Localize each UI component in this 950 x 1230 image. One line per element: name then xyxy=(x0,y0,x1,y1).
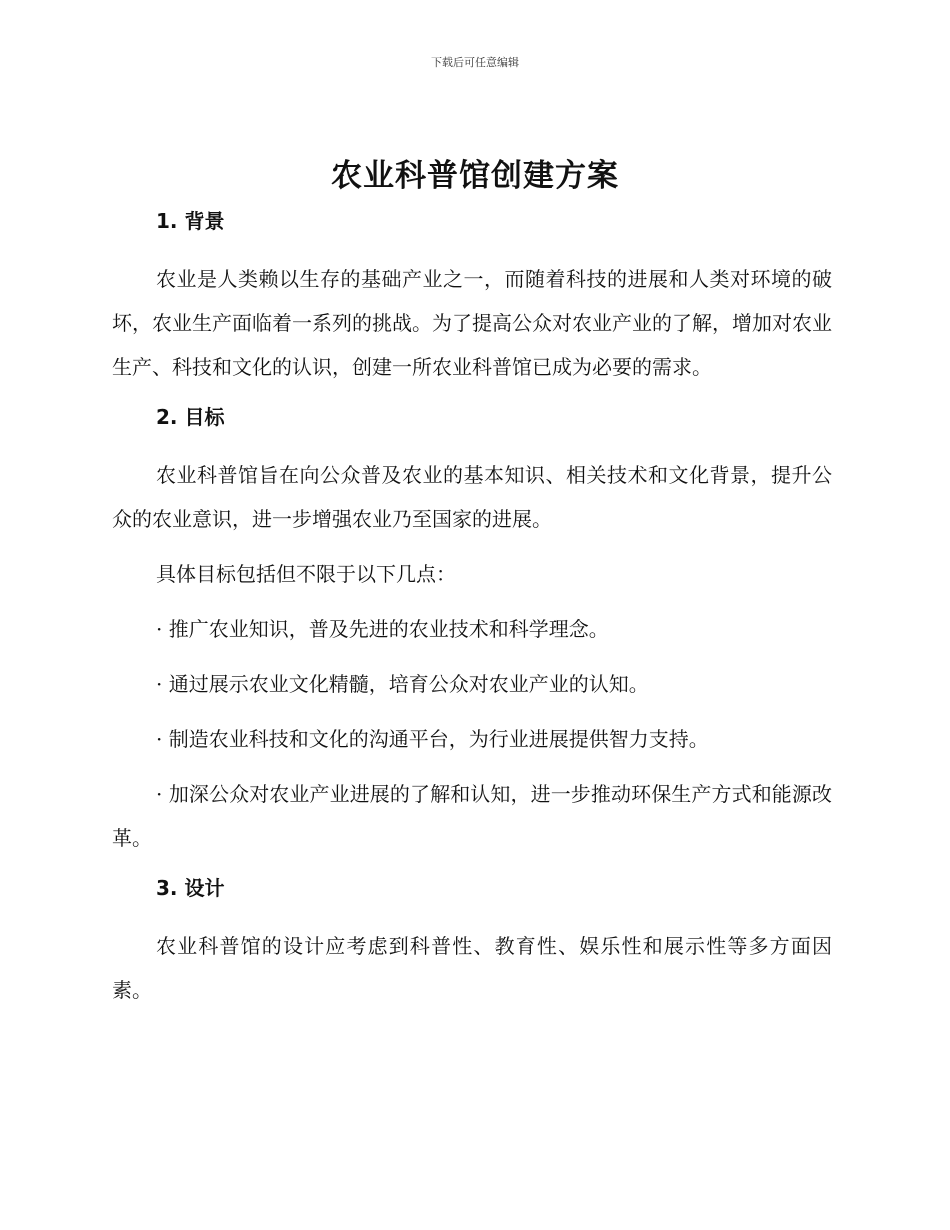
paragraph: 具体目标包括但不限于以下几点： xyxy=(156,562,456,586)
section-goals xyxy=(112,401,832,860)
bullet-item: · 加深公众对农业产业进展的了解和认知，进一步推动环保生产方式和能源改革。 xyxy=(112,782,832,850)
page-header-note: 下载后可任意编辑 xyxy=(431,56,519,69)
document-body xyxy=(112,205,832,1012)
bullet-item: · 通过展示农业文化精髓，培育公众对农业产业的认知。 xyxy=(156,672,649,696)
section-heading: 2. 目标 xyxy=(156,405,225,429)
paragraph: 农业科普馆的设计应考虑到科普性、教育性、娱乐性和展示性等多方面因素。 xyxy=(112,934,832,1002)
bullet-item: · 推广农业知识，普及先进的农业技术和科学理念。 xyxy=(156,617,609,641)
paragraph: 农业是人类赖以生存的基础产业之一，而随着科技的进展和人类对环境的破坏，农业生产面临着一系列的挑战。为了提高公众对农业产业的了解，增加对农业生产、科技和文化的认识，创建一所农业科普馆已成为必要的需求。 xyxy=(112,267,832,379)
section-background xyxy=(112,205,832,389)
section-heading: 3. 设计 xyxy=(156,876,225,900)
document-title: 农业科普馆创建方案 xyxy=(331,158,619,194)
paragraph: 农业科普馆旨在向公众普及农业的基本知识、相关技术和文化背景，提升公众的农业意识，进一步增强农业乃至国家的进展。 xyxy=(112,463,832,531)
section-design xyxy=(112,872,832,1012)
bullet-item: · 制造农业科技和文化的沟通平台，为行业进展提供智力支持。 xyxy=(156,727,709,751)
section-heading: 1. 背景 xyxy=(156,209,225,233)
